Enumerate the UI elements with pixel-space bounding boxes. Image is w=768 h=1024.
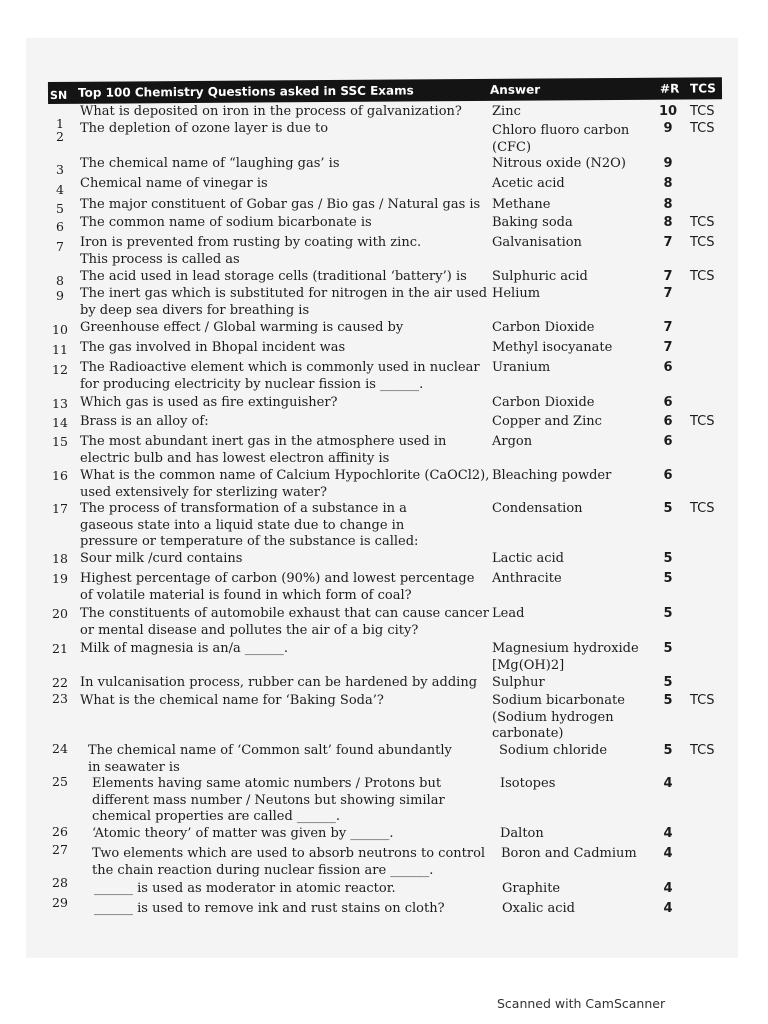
row-repeat: 7 — [663, 269, 673, 284]
header-repeat: #R — [659, 81, 680, 96]
row-answer: Condensation — [492, 501, 583, 516]
row-repeat: 7 — [663, 320, 673, 335]
row-tcs: TCS — [690, 215, 715, 230]
row-question: Iron is prevented from rusting by coating with zinc. This process is called as — [80, 235, 422, 267]
row-answer: Zinc — [492, 104, 521, 119]
row-sn: 8 — [56, 273, 64, 288]
row-repeat: 5 — [663, 606, 673, 621]
row-sn: 23 — [52, 691, 68, 706]
row-repeat: 7 — [663, 286, 673, 301]
row-repeat: 9 — [663, 121, 673, 136]
row-sn: 2 — [56, 129, 64, 144]
row-sn: 10 — [52, 322, 68, 337]
row-repeat: 4 — [663, 776, 673, 791]
row-answer: Dalton — [500, 826, 544, 841]
row-repeat: 8 — [663, 215, 673, 230]
row-answer: Carbon Dioxide — [492, 395, 595, 410]
row-question: The constituents of automobile exhaust that can cause cancer or mental disease and pollutes the air of a big city? — [80, 606, 489, 638]
row-repeat: 5 — [663, 641, 673, 656]
row-tcs: TCS — [690, 269, 715, 284]
row-sn: 16 — [52, 468, 68, 483]
row-question: The process of transformation of a substance in a gaseous state into a liquid state due to change in pressure or temperature of the substance is called: — [80, 501, 419, 549]
row-sn: 9 — [56, 288, 64, 303]
row-tcs: TCS — [690, 693, 715, 708]
row-answer: Magnesium hydroxide [Mg(OH)2] — [492, 641, 639, 673]
row-sn: 29 — [52, 895, 68, 910]
row-sn: 3 — [56, 162, 64, 177]
row-question: The inert gas which is substituted for nitrogen in the air used by deep sea divers for breathing is — [80, 286, 488, 318]
row-question: Milk of magnesia is an/a ______. — [80, 641, 289, 656]
row-answer: Methyl isocyanate — [492, 340, 613, 355]
row-sn: 4 — [56, 182, 64, 197]
row-repeat: 4 — [663, 901, 673, 916]
row-sn: 1 — [56, 116, 64, 131]
row-question: In vulcanisation process, rubber can be hardened by adding — [80, 675, 478, 690]
row-question: ‘Atomic theory’ of matter was given by ______. — [92, 826, 394, 841]
row-question: Chemical name of vinegar is — [80, 176, 268, 191]
row-answer: Sodium bicarbonate (Sodium hydrogen carbonate) — [492, 693, 625, 741]
row-question: What is deposited on iron in the process of galvanization? — [80, 104, 462, 119]
row-question: The depletion of ozone layer is due to — [80, 121, 329, 136]
row-sn: 20 — [52, 606, 68, 621]
row-question: Highest percentage of carbon (90%) and lowest percentage of volatile material is found in which form of coal? — [80, 571, 475, 603]
header-sn: SN — [49, 88, 68, 102]
row-sn: 25 — [52, 774, 68, 789]
row-answer: Methane — [492, 197, 551, 212]
row-question: ______ is used to remove ink and rust stains on cloth? — [94, 901, 445, 916]
row-answer: Acetic acid — [492, 176, 565, 191]
row-question: The chemical name of ‘Common salt’ found abundantly in seawater is — [88, 743, 452, 775]
row-sn: 13 — [52, 396, 68, 411]
row-sn: 14 — [52, 415, 68, 430]
row-repeat: 10 — [658, 104, 678, 119]
row-answer: Graphite — [502, 881, 561, 896]
row-answer: Sulphur — [492, 675, 545, 690]
row-repeat: 5 — [663, 675, 673, 690]
row-question: Brass is an alloy of: — [80, 414, 209, 429]
row-sn: 6 — [56, 219, 64, 234]
row-tcs: TCS — [690, 121, 715, 136]
row-repeat: 5 — [663, 551, 673, 566]
row-answer: Nitrous oxide (N2O) — [492, 156, 626, 171]
row-sn: 22 — [52, 675, 68, 690]
row-sn: 11 — [52, 342, 68, 357]
row-answer: Copper and Zinc — [492, 414, 602, 429]
row-answer: Lactic acid — [492, 551, 564, 566]
row-repeat: 7 — [663, 340, 673, 355]
row-tcs: TCS — [690, 501, 715, 516]
row-answer: Bleaching powder — [492, 468, 612, 483]
row-sn: 21 — [52, 641, 68, 656]
row-question: Greenhouse effect / Global warming is caused by — [80, 320, 404, 335]
row-question: The gas involved in Bhopal incident was — [80, 340, 346, 355]
row-answer: Lead — [492, 606, 525, 621]
row-answer: Carbon Dioxide — [492, 320, 595, 335]
row-question: Two elements which are used to absorb neutrons to control the chain reaction during nuclear fission are ______. — [92, 846, 486, 878]
row-answer: Oxalic acid — [502, 901, 575, 916]
row-sn: 15 — [52, 434, 68, 449]
row-tcs: TCS — [690, 743, 715, 758]
row-sn: 18 — [52, 551, 68, 566]
row-repeat: 7 — [663, 235, 673, 250]
row-repeat: 4 — [663, 881, 673, 896]
row-question: The most abundant inert gas in the atmosphere used in electric bulb and has lowest electron affinity is — [80, 434, 447, 466]
row-sn: 27 — [52, 842, 68, 857]
row-question: The chemical name of “laughing gas’ is — [80, 156, 340, 171]
row-question: Elements having same atomic numbers / Protons but different mass number / Neutons but showing similar chemical properties are called ______. — [92, 776, 445, 824]
scanner-watermark: Scanned with CamScanner — [497, 996, 666, 1011]
row-answer: Sulphuric acid — [492, 269, 588, 284]
row-question: Which gas is used as fire extinguisher? — [80, 395, 338, 410]
row-repeat: 9 — [663, 156, 673, 171]
row-tcs: TCS — [690, 235, 715, 250]
row-answer: Galvanisation — [492, 235, 582, 250]
row-repeat: 5 — [663, 571, 673, 586]
row-repeat: 6 — [663, 395, 673, 410]
row-answer: Baking soda — [492, 215, 573, 230]
row-repeat: 4 — [663, 846, 673, 861]
row-tcs: TCS — [690, 414, 715, 429]
row-repeat: 6 — [663, 434, 673, 449]
row-sn: 12 — [52, 362, 68, 377]
row-question: The common name of sodium bicarbonate is — [80, 215, 372, 230]
row-sn: 24 — [52, 741, 68, 756]
row-answer: Anthracite — [492, 571, 562, 586]
row-sn: 5 — [56, 201, 64, 216]
header-title: Top 100 Chemistry Questions asked in SSC Exams — [77, 83, 414, 100]
header-tcs: TCS — [689, 81, 716, 96]
row-answer: Helium — [492, 286, 541, 301]
row-repeat: 5 — [663, 693, 673, 708]
row-answer: Boron and Cadmium — [501, 846, 637, 861]
row-question: What is the chemical name for ‘Baking Soda’? — [80, 693, 384, 708]
row-repeat: 6 — [663, 414, 673, 429]
row-question: ______ is used as moderator in atomic reactor. — [94, 881, 396, 896]
row-question: The acid used in lead storage cells (traditional ‘battery’) is — [80, 269, 467, 284]
row-repeat: 4 — [663, 826, 673, 841]
row-repeat: 6 — [663, 468, 673, 483]
row-answer: Uranium — [492, 360, 551, 375]
row-tcs: TCS — [690, 104, 715, 119]
row-sn: 17 — [52, 501, 68, 516]
row-question: What is the common name of Calcium Hypochlorite (CaOCl2), used extensively for sterlizing water? — [80, 468, 490, 500]
row-sn: 19 — [52, 571, 68, 586]
row-sn: 7 — [56, 239, 64, 254]
row-sn: 26 — [52, 824, 68, 839]
row-question: The Radioactive element which is commonly used in nuclear for producing electricity by nuclear fission is ______. — [80, 360, 480, 392]
header-answer: Answer — [489, 82, 541, 97]
row-repeat: 5 — [663, 501, 673, 516]
row-repeat: 5 — [663, 743, 673, 758]
row-repeat: 8 — [663, 197, 673, 212]
row-answer: Isotopes — [500, 776, 556, 791]
row-question: The major constituent of Gobar gas / Bio gas / Natural gas is — [80, 197, 481, 212]
row-repeat: 6 — [663, 360, 673, 375]
row-answer: Chloro fluoro carbon (CFC) — [492, 123, 630, 155]
row-question: Sour milk /curd contains — [80, 551, 243, 566]
row-repeat: 8 — [663, 176, 673, 191]
row-answer: Sodium chloride — [499, 743, 608, 758]
row-sn: 28 — [52, 875, 68, 890]
row-answer: Argon — [492, 434, 533, 449]
